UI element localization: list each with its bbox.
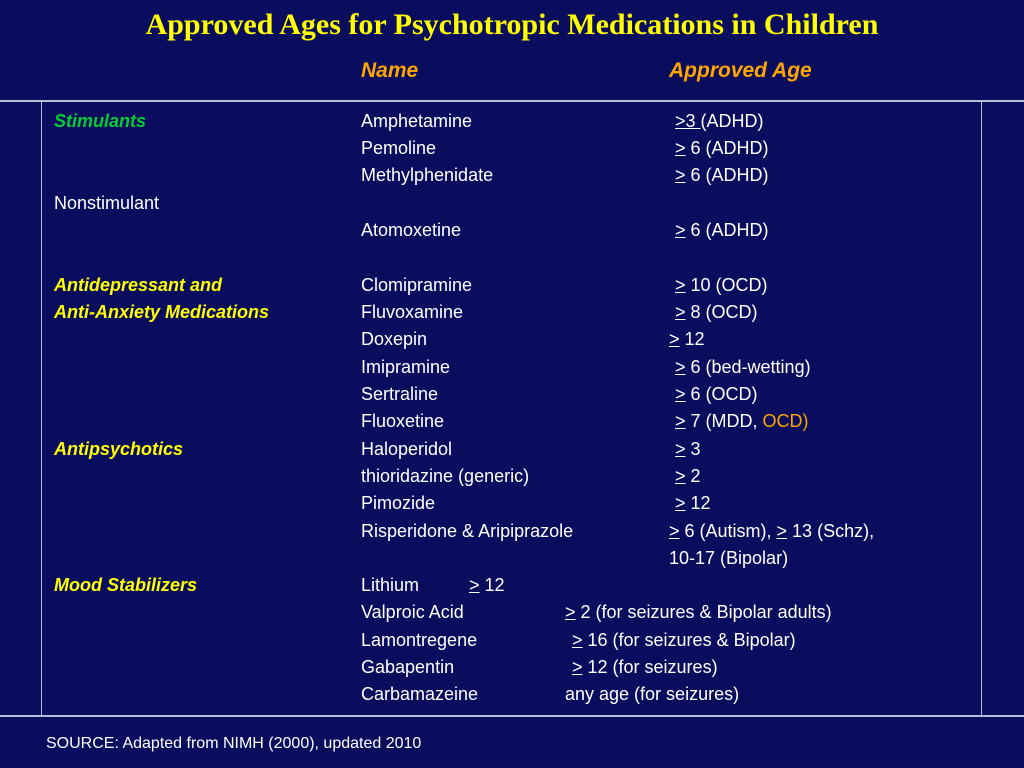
med-lithium: Lithium: [361, 575, 420, 595]
age-atomoxetine: > 6 (ADHD): [675, 220, 769, 240]
category-antidepressant: Antidepressant and: [54, 275, 223, 295]
med-gabapentin: Gabapentin: [361, 657, 455, 677]
category-stimulants: Stimulants: [54, 111, 147, 131]
age-pemoline: > 6 (ADHD): [675, 138, 769, 158]
category-mood-stabilizers: Mood Stabilizers: [54, 575, 198, 595]
med-clomipramine: Clomipramine: [361, 275, 473, 295]
med-fluoxetine: Fluoxetine: [361, 411, 445, 431]
age-clomipramine: > 10 (OCD): [675, 275, 768, 295]
category-anti-anxiety: Anti-Anxiety Medications: [54, 302, 270, 322]
med-pimozide: Pimozide: [361, 493, 436, 513]
age-carbamazepine: any age (for seizures): [565, 684, 740, 704]
age-lamotrigine: > 16 (for seizures & Bipolar): [572, 630, 796, 650]
med-methylphenidate: Methylphenidate: [361, 165, 494, 185]
age-thioridazine: > 2: [675, 466, 701, 486]
age-pimozide: > 12: [675, 493, 711, 513]
age-risperidone: > 6 (Autism), > 13 (Schz),: [669, 521, 875, 541]
category-antipsychotics: Antipsychotics: [54, 439, 184, 459]
med-risperidone: Risperidone & Aripiprazole: [361, 521, 574, 541]
table-top-rule: [0, 100, 1024, 102]
age-gabapentin: > 12 (for seizures): [572, 657, 718, 677]
age-methylphenidate: > 6 (ADHD): [675, 165, 769, 185]
header-name: Name: [361, 59, 419, 82]
med-thioridazine: thioridazine (generic): [361, 466, 530, 486]
med-haloperidol: Haloperidol: [361, 439, 453, 459]
table-left-border: [41, 102, 42, 717]
age-fluoxetine: > 7 (MDD, OCD): [675, 411, 809, 431]
med-doxepin: Doxepin: [361, 329, 428, 349]
age-sertraline: > 6 (OCD): [675, 384, 758, 404]
age-amphetamine: >3 (ADHD): [675, 111, 764, 131]
table-bottom-rule: [0, 715, 1024, 717]
med-pemoline: Pemoline: [361, 138, 437, 158]
age-haloperidol: > 3: [675, 439, 701, 459]
med-carbamazepine: Carbamazeine: [361, 684, 479, 704]
med-lamotrigine: Lamontregene: [361, 630, 478, 650]
med-amphetamine: Amphetamine: [361, 111, 473, 131]
header-approved-age: Approved Age: [669, 59, 812, 82]
med-fluvoxamine: Fluvoxamine: [361, 302, 464, 322]
med-sertraline: Sertraline: [361, 384, 439, 404]
med-imipramine: Imipramine: [361, 357, 451, 377]
age-lithium: > 12: [469, 575, 505, 595]
source-note: SOURCE: Adapted from NIMH (2000), updated 2010: [46, 735, 422, 752]
slide-title: Approved Ages for Psychotropic Medications in Children: [145, 8, 879, 41]
age-fluvoxamine: > 8 (OCD): [675, 302, 758, 322]
med-atomoxetine: Atomoxetine: [361, 220, 462, 240]
category-nonstimulant: Nonstimulant: [54, 193, 160, 213]
age-valproic-acid: > 2 (for seizures & Bipolar adults): [565, 602, 832, 622]
age-doxepin: > 12: [669, 329, 705, 349]
med-valproic-acid: Valproic Acid: [361, 602, 464, 622]
age-risperidone-bipolar: 10-17 (Bipolar): [669, 548, 789, 568]
table-right-border: [981, 102, 982, 717]
age-imipramine: > 6 (bed-wetting): [675, 357, 811, 377]
